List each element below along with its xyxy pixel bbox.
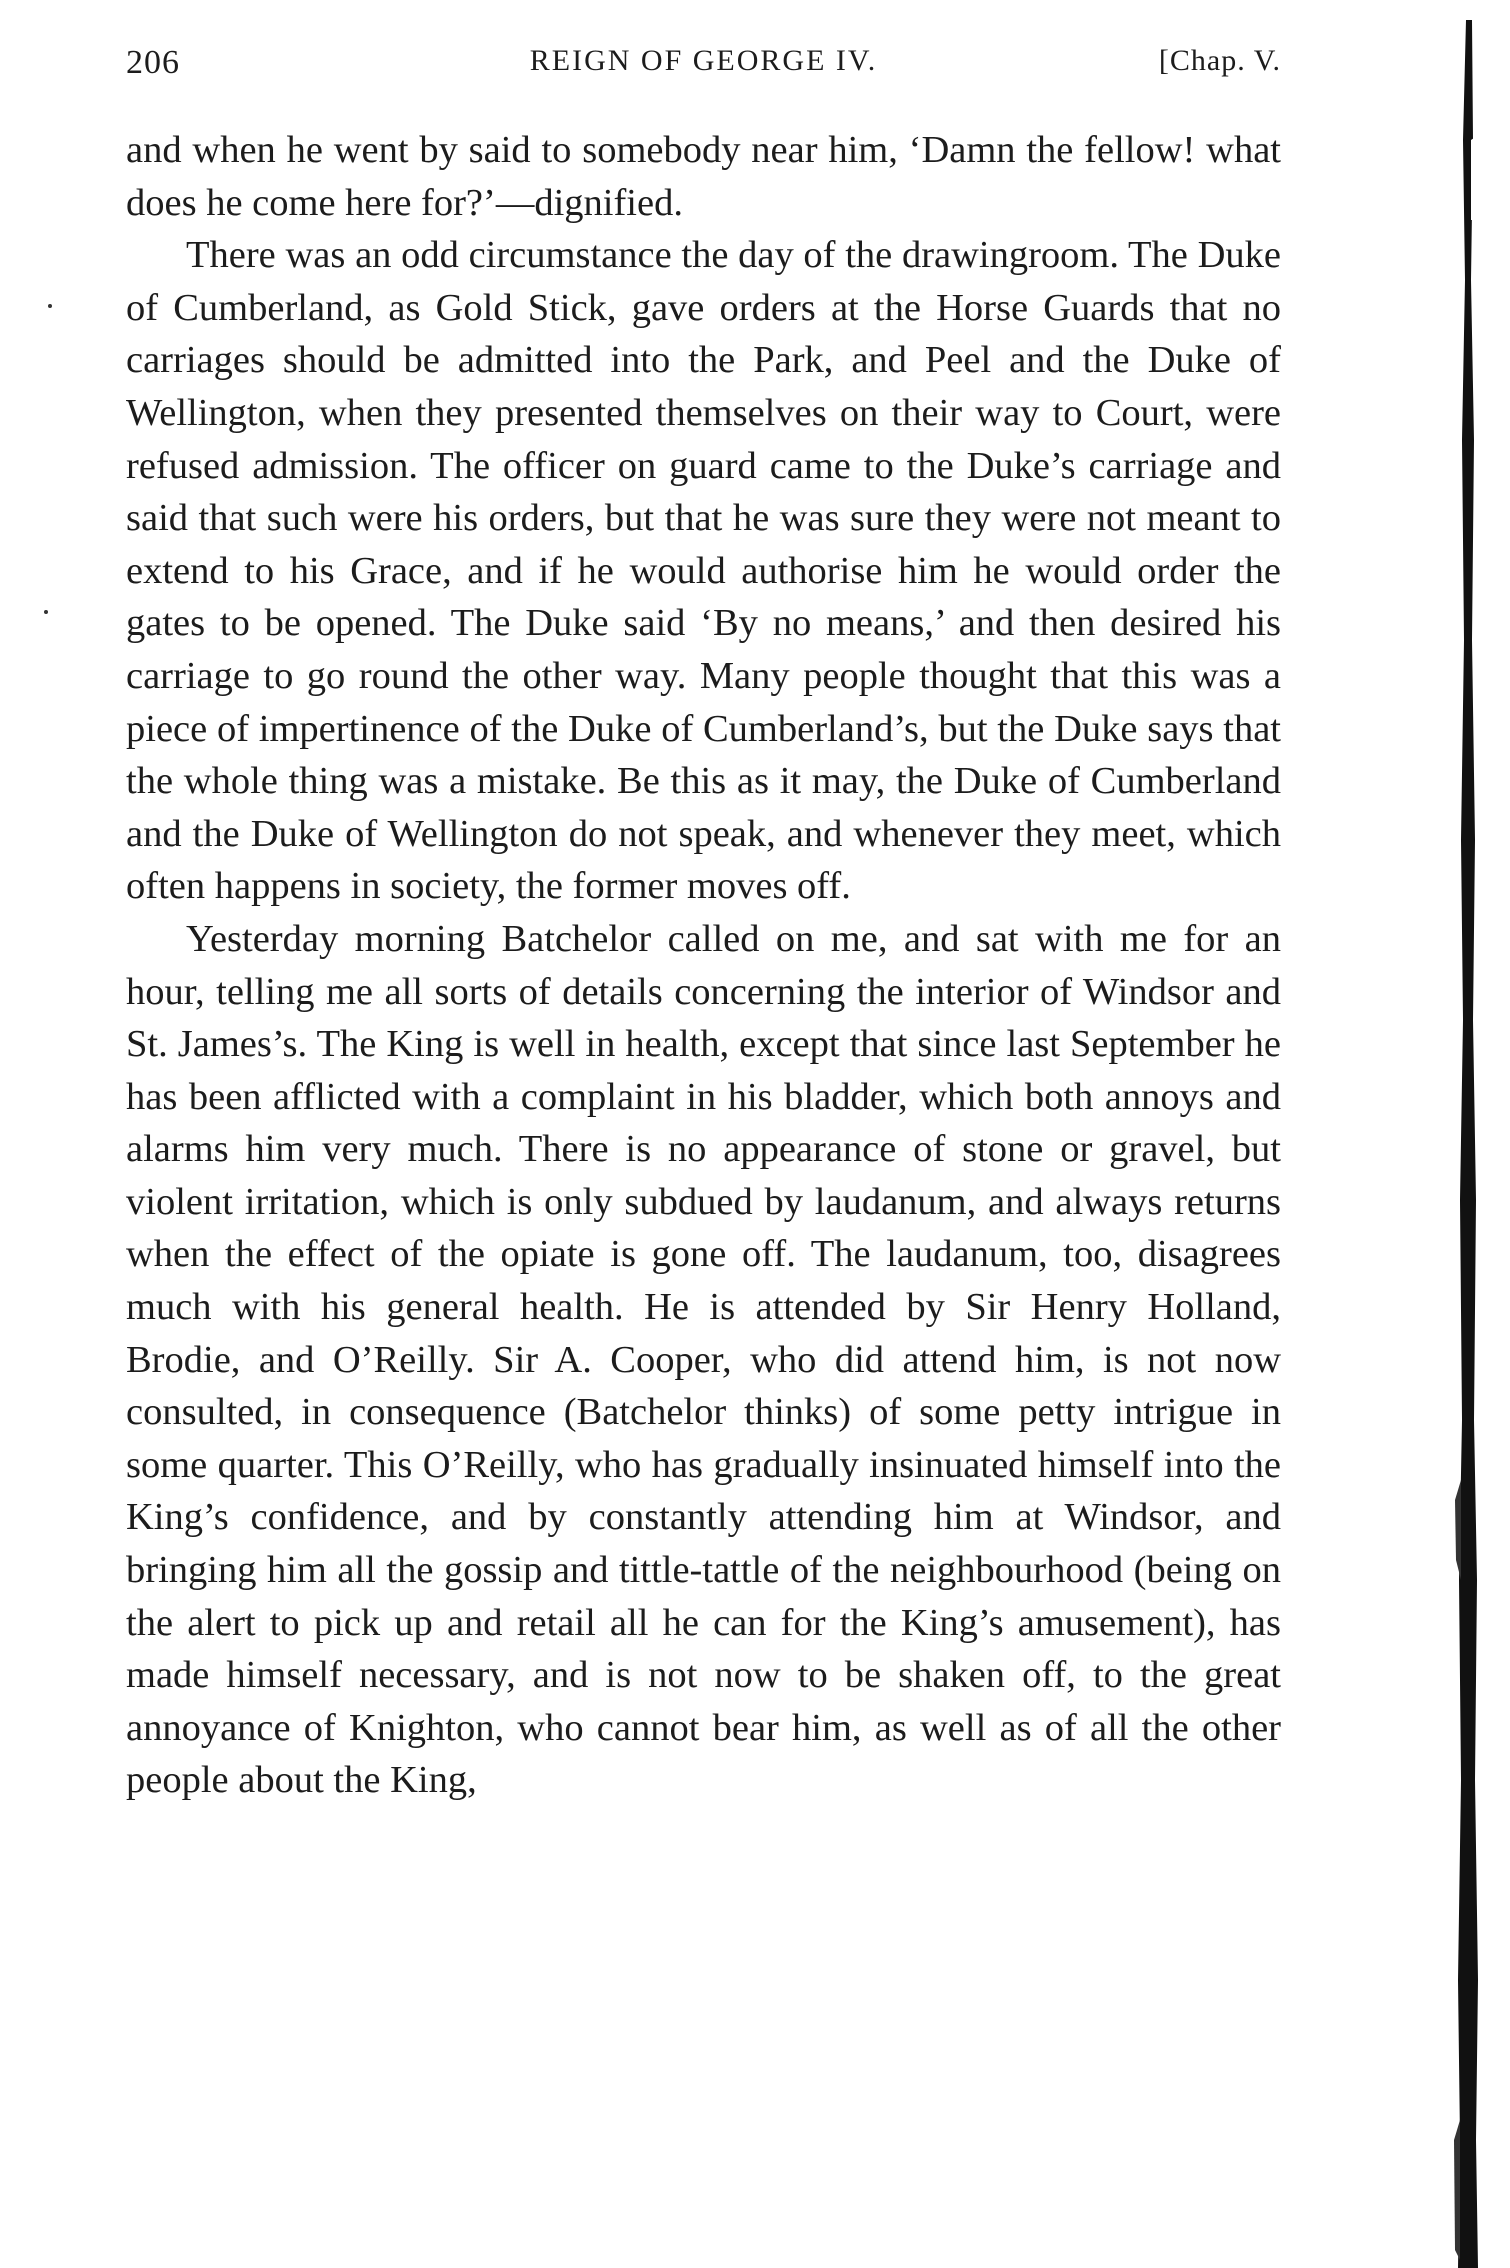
page-number: 206 bbox=[126, 44, 180, 81]
chapter-label: [Chap. V. bbox=[1158, 44, 1281, 77]
paragraph-batchelor: Yesterday morning Batchelor called on me, and sat with me for an hour, telling me all sorts of details concerning the interior of Windsor and St. James’s. The King is well in health, except that since last September he has been afflicted with a complaint in his bladder, which both annoys and alarms him very much. There is no appearance of stone or gravel, but violent irritation, which is only subdued by laudanum, and always returns when the effect of the opiate is gone off. The laudanum, too, disagrees much with his general health. He is attended by Sir Henry Holland, Brodie, and O’Reilly. Sir A. Cooper, who did attend him, is not now consulted, in consequence (Batchelor thinks) of some petty intrigue in some quarter. This O’Reilly, who has gradually insinuated himself into the King’s confidence, and by constantly attending him at Windsor, and bringing him all the gossip and tittle-tattle of the neighbourhood (being on the alert to pick up and retail all he can for the King’s amusement), has made himself necessary, and is not now to be shaken off, to the great annoyance of Knighton, who cannot bear him, as well as of all the other people about the King, bbox=[126, 917, 1281, 1802]
running-title: REIGN OF GEORGE IV. bbox=[529, 44, 878, 77]
page-header bbox=[126, 44, 1281, 94]
paragraph-continuation: and when he went by said to somebody near him, ‘Damn the fellow! what does he come here for?’—dignified. bbox=[126, 129, 1281, 224]
scan-speck bbox=[48, 304, 52, 308]
scan-speck bbox=[44, 610, 48, 614]
body-text bbox=[126, 124, 1281, 1807]
paragraph-drawing-room: There was an odd circumstance the day of the drawingroom. The Duke of Cumberland, as Gold Stick, gave orders at the Horse Guards that no carriages should be admitted into the Park, and Peel and the Duke of Wellington, when they presented themselves on their way to Court, were refused admission. The officer on guard came to the Duke’s carriage and said that such were his orders, but that he was sure they were not meant to extend to his Grace, and if he would authorise him he would order the gates to be opened. The Duke said ‘By no means,’ and then desired his carriage to go round the other way. Many people thought that this was a piece of impertinence of the Duke of Cumberland’s, but the Duke says that the whole thing was a mistake. Be this as it may, the Duke of Cumberland and the Duke of Wellington do not speak, and whenever they meet, which often happens in society, the former moves off. bbox=[126, 234, 1281, 908]
binding-edge-shadow bbox=[1452, 20, 1482, 2268]
